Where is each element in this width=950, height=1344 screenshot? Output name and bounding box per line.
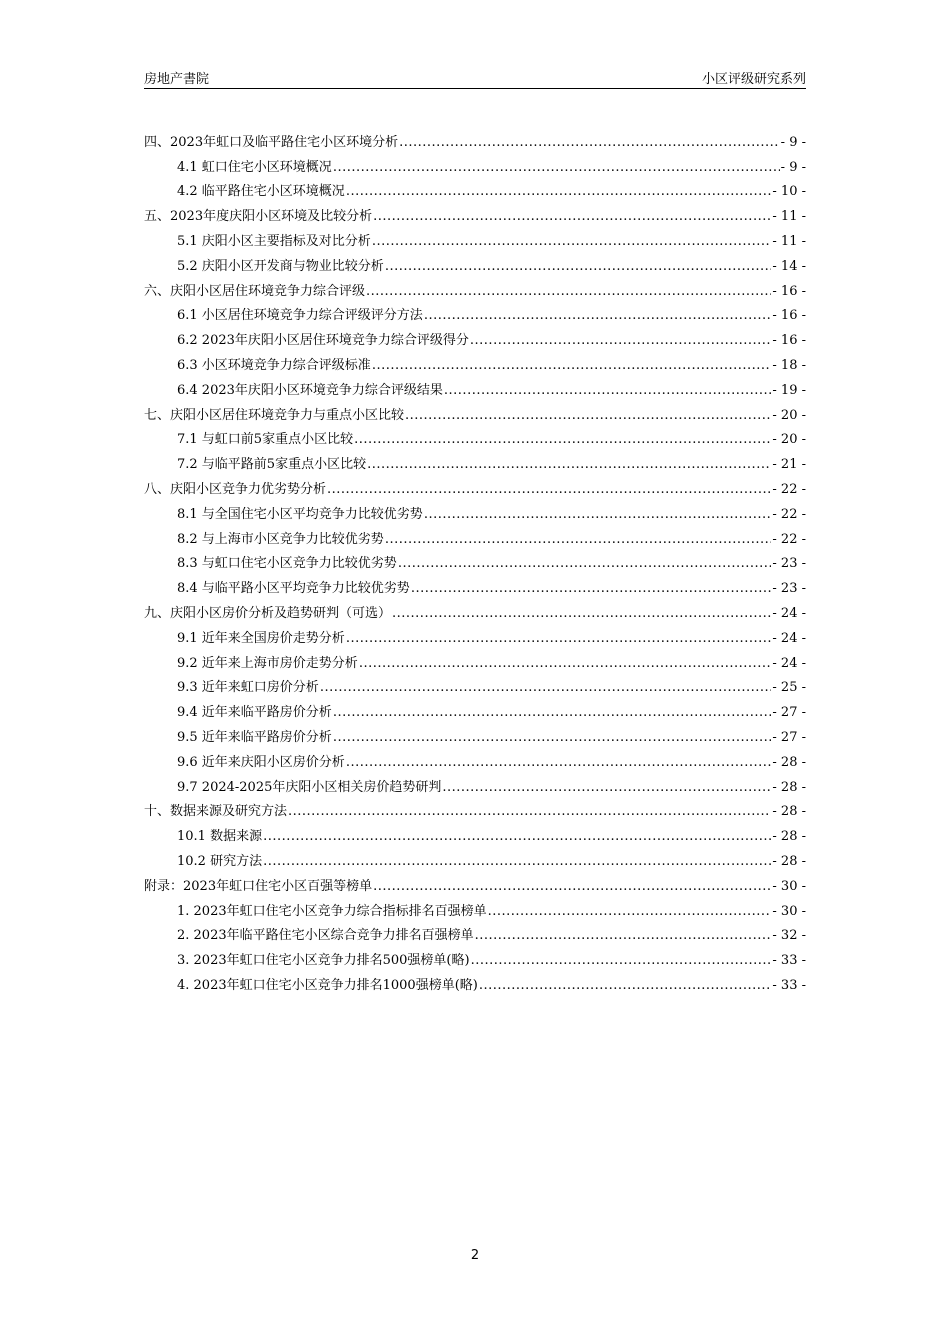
page-header <box>144 66 806 89</box>
toc-entry-page: - 32 - <box>772 928 806 944</box>
toc-entry-title: 附录：2023年虹口住宅小区百强等榜单 <box>144 878 373 894</box>
toc-entry[interactable] <box>144 126 806 151</box>
toc-entry[interactable] <box>144 324 806 349</box>
toc-leader-dots <box>424 507 772 523</box>
toc-leader-dots <box>392 606 771 622</box>
toc-entry[interactable] <box>144 696 806 721</box>
toc-leader-dots <box>471 953 772 969</box>
toc-entry[interactable] <box>144 796 806 821</box>
toc-entry-page: - 30 - <box>772 878 806 894</box>
toc-entry[interactable] <box>144 969 806 994</box>
toc-entry-page: - 16 - <box>772 333 806 349</box>
toc-entry-title: 六、庆阳小区居住环境竞争力综合评级 <box>144 283 366 299</box>
toc-leader-dots <box>333 730 772 746</box>
toc-entry-page: - 10 - <box>772 184 806 200</box>
toc-entry[interactable] <box>144 275 806 300</box>
toc-leader-dots <box>479 978 772 994</box>
toc-entry-page: - 19 - <box>772 382 806 398</box>
header-right-text: 小区评级研究系列 <box>701 72 806 87</box>
toc-entry-page: - 23 - <box>772 581 806 597</box>
toc-entry[interactable] <box>144 200 806 225</box>
toc-leader-dots <box>354 432 771 448</box>
toc-entry-page: - 28 - <box>772 804 806 820</box>
toc-entry-page: - 14 - <box>772 258 806 274</box>
toc-leader-dots <box>405 408 771 424</box>
toc-entry-title: 9.4 近年来临平路房价分析 <box>177 705 332 721</box>
toc-entry[interactable] <box>144 845 806 870</box>
toc-entry-title: 八、庆阳小区竞争力优劣势分析 <box>144 481 327 497</box>
toc-leader-dots <box>398 556 772 572</box>
toc-leader-dots <box>346 755 772 771</box>
toc-entry-title: 2. 2023年临平路住宅小区综合竞争力排名百强榜单 <box>177 928 474 944</box>
toc-entry-page: - 23 - <box>772 556 806 572</box>
toc-entry-title: 6.4 2023年庆阳小区环境竞争力综合评级结果 <box>177 382 443 398</box>
toc-leader-dots <box>263 829 771 845</box>
toc-entry-page: - 11 - <box>772 233 806 249</box>
toc-entry-page: - 22 - <box>772 506 806 522</box>
toc-entry-title: 十、数据来源及研究方法 <box>144 804 288 820</box>
toc-entry[interactable] <box>144 399 806 424</box>
toc-entry-page: - 28 - <box>772 779 806 795</box>
toc-entry-title: 9.3 近年来虹口房价分析 <box>177 680 319 696</box>
toc-entry[interactable] <box>144 820 806 845</box>
toc-leader-dots <box>385 532 772 548</box>
toc-entry-title: 8.1 与全国住宅小区平均竞争力比较优劣势 <box>177 506 423 522</box>
toc-leader-dots <box>346 631 772 647</box>
toc-entry-title: 九、庆阳小区房价分析及趋势研判（可选） <box>144 605 392 621</box>
toc-leader-dots <box>399 135 780 151</box>
toc-entry-title: 4.2 临平路住宅小区环境概况 <box>177 184 345 200</box>
toc-entry-title: 8.2 与上海市小区竞争力比较优劣势 <box>177 531 384 547</box>
toc-entry-title: 6.2 2023年庆阳小区居住环境竞争力综合评级得分 <box>177 333 469 349</box>
toc-entry[interactable] <box>144 498 806 523</box>
toc-entry-page: - 22 - <box>772 481 806 497</box>
toc-entry[interactable] <box>144 548 806 573</box>
toc-entry-page: - 20 - <box>772 407 806 423</box>
toc-entry[interactable] <box>144 622 806 647</box>
toc-entry-page: - 9 - <box>780 159 806 175</box>
toc-entry-page: - 33 - <box>772 977 806 993</box>
toc-entry[interactable] <box>144 300 806 325</box>
toc-entry-title: 5.1 庆阳小区主要指标及对比分析 <box>177 233 371 249</box>
table-of-contents <box>144 126 806 994</box>
toc-entry-page: - 28 - <box>772 754 806 770</box>
toc-entry[interactable] <box>144 746 806 771</box>
toc-entry[interactable] <box>144 176 806 201</box>
toc-entry-page: - 18 - <box>772 357 806 373</box>
toc-entry[interactable] <box>144 349 806 374</box>
toc-leader-dots <box>359 656 772 672</box>
toc-entry[interactable] <box>144 944 806 969</box>
toc-entry-title: 7.1 与虹口前5家重点小区比较 <box>177 432 354 448</box>
toc-entry[interactable] <box>144 597 806 622</box>
toc-entry-page: - 33 - <box>772 953 806 969</box>
toc-entry[interactable] <box>144 647 806 672</box>
toc-entry-title: 七、庆阳小区居住环境竞争力与重点小区比较 <box>144 407 405 423</box>
toc-entry-page: - 28 - <box>772 853 806 869</box>
toc-leader-dots <box>263 854 771 870</box>
toc-entry-page: - 27 - <box>772 705 806 721</box>
toc-entry-title: 四、2023年虹口及临平路住宅小区环境分析 <box>144 134 399 150</box>
toc-entry-page: - 24 - <box>772 655 806 671</box>
toc-entry[interactable] <box>144 473 806 498</box>
toc-entry-title: 7.2 与临平路前5家重点小区比较 <box>177 457 367 473</box>
toc-entry-page: - 16 - <box>772 283 806 299</box>
toc-entry[interactable] <box>144 374 806 399</box>
header-left-text: 房地产書院 <box>144 72 210 87</box>
toc-entry-title: 9.6 近年来庆阳小区房价分析 <box>177 754 345 770</box>
toc-leader-dots <box>470 333 772 349</box>
toc-leader-dots <box>373 209 771 225</box>
toc-entry-title: 10.1 数据来源 <box>177 829 263 845</box>
toc-leader-dots <box>333 705 772 721</box>
toc-entry-title: 五、2023年度庆阳小区环境及比较分析 <box>144 209 373 225</box>
toc-entry-title: 9.1 近年来全国房价走势分析 <box>177 630 345 646</box>
toc-entry[interactable] <box>144 672 806 697</box>
toc-entry-page: - 27 - <box>772 729 806 745</box>
toc-leader-dots <box>320 680 772 696</box>
toc-leader-dots <box>327 482 771 498</box>
toc-entry-page: - 25 - <box>772 680 806 696</box>
toc-entry-title: 9.5 近年来临平路房价分析 <box>177 729 332 745</box>
toc-entry-page: - 11 - <box>772 209 806 225</box>
toc-entry[interactable] <box>144 771 806 796</box>
toc-leader-dots <box>385 259 772 275</box>
toc-entry[interactable] <box>144 250 806 275</box>
page-number: 2 <box>470 1248 480 1263</box>
toc-entry-title: 10.2 研究方法 <box>177 853 263 869</box>
toc-entry-page: - 24 - <box>772 605 806 621</box>
toc-leader-dots <box>288 804 771 820</box>
toc-entry-page: - 21 - <box>772 457 806 473</box>
toc-entry-page: - 20 - <box>772 432 806 448</box>
toc-entry[interactable] <box>144 523 806 548</box>
toc-entry[interactable] <box>144 151 806 176</box>
toc-leader-dots <box>372 234 772 250</box>
toc-entry[interactable] <box>144 572 806 597</box>
toc-entry[interactable] <box>144 721 806 746</box>
toc-entry-title: 8.3 与虹口住宅小区竞争力比较优劣势 <box>177 556 397 572</box>
toc-entry-title: 6.1 小区居住环境竞争力综合评级评分方法 <box>177 308 423 324</box>
toc-leader-dots <box>346 184 772 200</box>
toc-entry-page: - 24 - <box>772 630 806 646</box>
toc-leader-dots <box>366 284 771 300</box>
toc-entry-title: 9.7 2024-2025年庆阳小区相关房价趋势研判 <box>177 779 442 795</box>
toc-entry-title: 9.2 近年来上海市房价走势分析 <box>177 655 358 671</box>
toc-entry[interactable] <box>144 424 806 449</box>
toc-entry[interactable] <box>144 448 806 473</box>
toc-entry[interactable] <box>144 870 806 895</box>
toc-entry-page: - 16 - <box>772 308 806 324</box>
toc-entry-page: - 22 - <box>772 531 806 547</box>
toc-leader-dots <box>424 308 772 324</box>
toc-leader-dots <box>411 581 772 597</box>
toc-leader-dots <box>442 780 771 796</box>
toc-entry-page: - 30 - <box>772 903 806 919</box>
toc-entry-page: - 9 - <box>780 134 806 150</box>
toc-entry-title: 5.2 庆阳小区开发商与物业比较分析 <box>177 258 384 274</box>
toc-entry-title: 1. 2023年虹口住宅小区竞争力综合指标排名百强榜单 <box>177 903 487 919</box>
toc-entry[interactable] <box>144 895 806 920</box>
toc-entry-title: 4.1 虹口住宅小区环境概况 <box>177 159 332 175</box>
toc-leader-dots <box>373 879 771 895</box>
toc-leader-dots <box>444 383 772 399</box>
toc-entry[interactable] <box>144 225 806 250</box>
toc-entry-title: 4. 2023年虹口住宅小区竞争力排名1000强榜单(略) <box>177 977 478 993</box>
toc-leader-dots <box>475 928 772 944</box>
toc-leader-dots <box>488 904 772 920</box>
toc-entry[interactable] <box>144 920 806 945</box>
toc-entry-title: 3. 2023年虹口住宅小区竞争力排名500强榜单(略) <box>177 953 470 969</box>
toc-leader-dots <box>372 358 772 374</box>
toc-entry-page: - 28 - <box>772 829 806 845</box>
toc-leader-dots <box>333 160 780 176</box>
toc-entry-title: 6.3 小区环境竞争力综合评级标准 <box>177 357 371 373</box>
toc-leader-dots <box>367 457 771 473</box>
toc-entry-title: 8.4 与临平路小区平均竞争力比较优劣势 <box>177 581 410 597</box>
